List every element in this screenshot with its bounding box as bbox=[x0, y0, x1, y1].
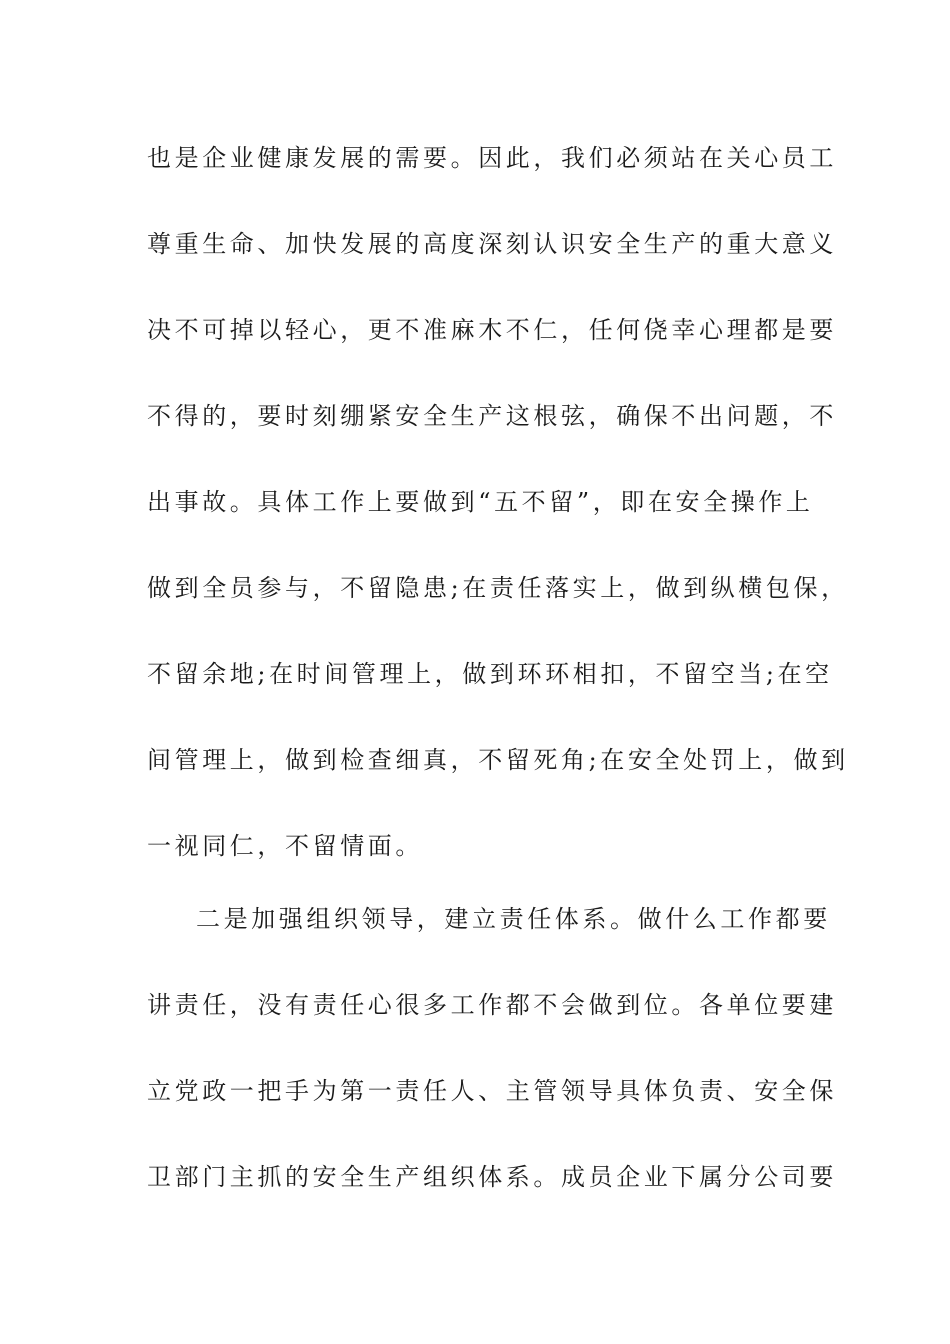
text-line: 也是企业健康发展的需要。因此，我们必须站在关心员工 bbox=[147, 144, 837, 172]
text-line: 间管理上，做到检查细真，不留死角;在安全处罚上，做到 bbox=[147, 746, 849, 774]
text-line: 不得的，要时刻绷紧安全生产这根弦，确保不出问题，不 bbox=[147, 402, 837, 430]
text-line: 讲责任，没有责任心很多工作都不会做到位。各单位要建 bbox=[147, 991, 837, 1019]
text-line: 决不可掉以轻心，更不准麻木不仁，任何侥幸心理都是要 bbox=[147, 316, 837, 344]
text-line: 尊重生命、加快发展的高度深刻认识安全生产的重大意义 bbox=[147, 230, 837, 258]
text-line: 卫部门主抓的安全生产组织体系。成员企业下属分公司要 bbox=[147, 1163, 837, 1191]
text-line: 一视同仁，不留情面。 bbox=[147, 832, 423, 860]
text-line: 不留余地;在时间管理上，做到环环相扣，不留空当;在空 bbox=[147, 660, 833, 688]
text-line: 做到全员参与，不留隐患;在责任落实上，做到纵横包保， bbox=[147, 574, 849, 602]
paragraph-first-line: 二是加强组织领导，建立责任体系。做什么工作都要 bbox=[196, 905, 831, 933]
text-line: 立党政一把手为第一责任人、主管领导具体负责、安全保 bbox=[147, 1077, 837, 1105]
text-line: 出事故。具体工作上要做到“五不留”，即在安全操作上 bbox=[147, 488, 814, 516]
